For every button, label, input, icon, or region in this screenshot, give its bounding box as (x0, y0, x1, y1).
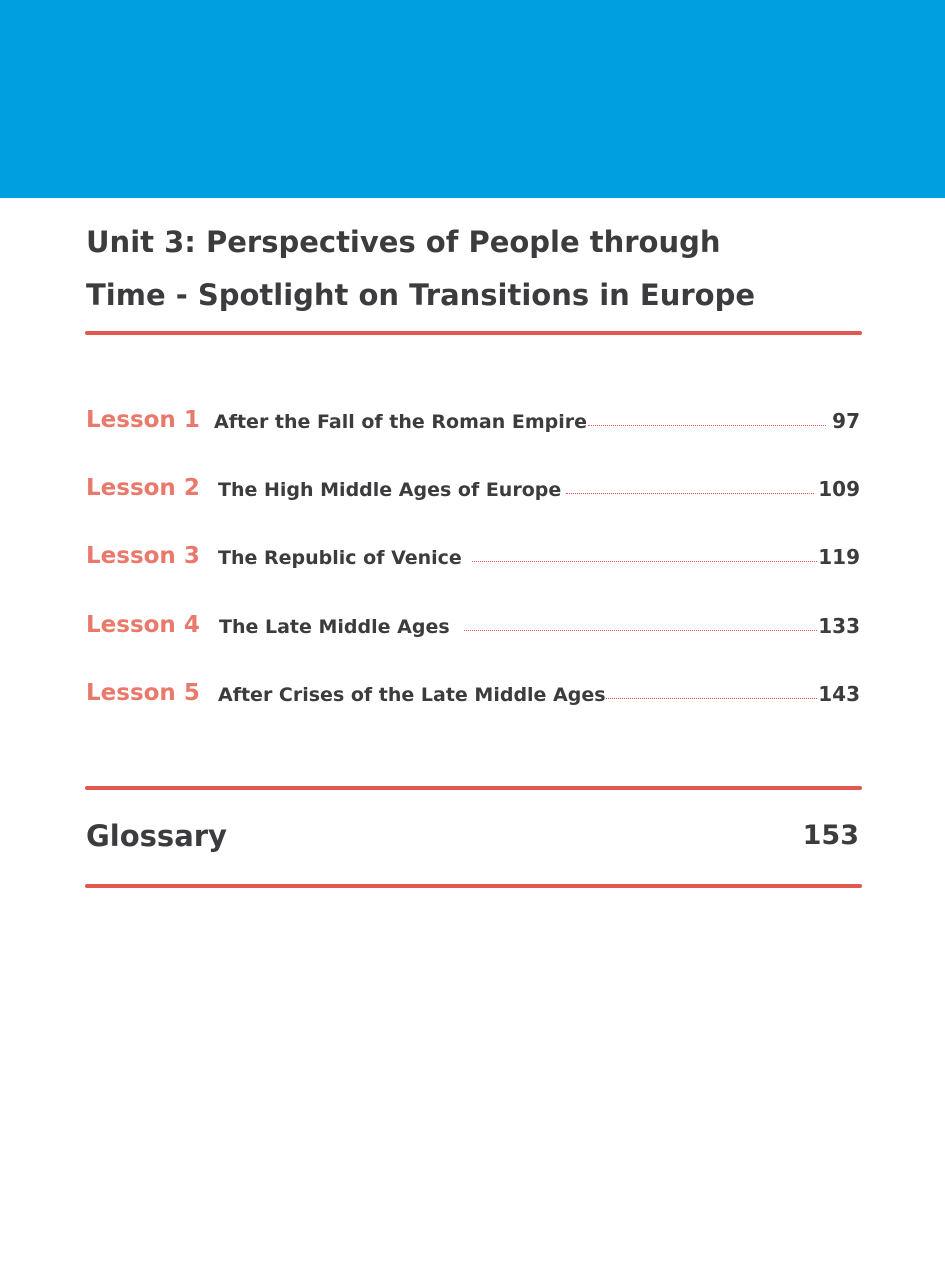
lesson-label: Lesson 1 (86, 407, 200, 433)
toc-entry-lesson-4[interactable] (86, 608, 860, 642)
page-number: 143 (818, 682, 860, 706)
page-number: 133 (818, 614, 860, 638)
glossary-top-divider (85, 786, 862, 790)
glossary-bottom-divider (85, 884, 862, 888)
toc-entry-lesson-5[interactable] (86, 676, 860, 710)
lesson-label: Lesson 2 (86, 475, 200, 501)
dot-leader (606, 698, 817, 699)
toc-entry-glossary[interactable] (86, 814, 859, 858)
toc-entry-lesson-2[interactable] (86, 471, 860, 505)
toc-entry-lesson-1[interactable] (86, 403, 860, 437)
lesson-label: Lesson 5 (86, 680, 200, 706)
lesson-label: Lesson 4 (86, 612, 200, 638)
lesson-title: The Republic of Venice (218, 547, 462, 569)
page-number: 97 (832, 409, 860, 433)
unit-title-line-1: Unit 3: Perspectives of People through (86, 225, 721, 259)
lesson-title: After Crises of the Late Middle Ages (218, 684, 606, 706)
dot-leader (588, 425, 826, 426)
page-number: 119 (818, 545, 860, 569)
lesson-title: The High Middle Ages of Europe (218, 479, 562, 501)
dot-leader (472, 561, 817, 562)
toc-entry-lesson-3[interactable] (86, 539, 860, 573)
dot-leader (464, 630, 817, 631)
dot-leader (566, 493, 814, 494)
lesson-title: After the Fall of the Roman Empire (214, 411, 587, 433)
unit-title-line-2: Time - Spotlight on Transitions in Europe (86, 278, 756, 312)
lesson-label: Lesson 3 (86, 543, 200, 569)
unit-title (86, 216, 846, 322)
title-divider (85, 331, 862, 335)
header-band (0, 0, 945, 198)
lesson-title: The Late Middle Ages (219, 616, 450, 638)
glossary-page-number: 153 (802, 820, 859, 851)
glossary-label: Glossary (86, 819, 227, 853)
page-number: 109 (818, 477, 860, 501)
